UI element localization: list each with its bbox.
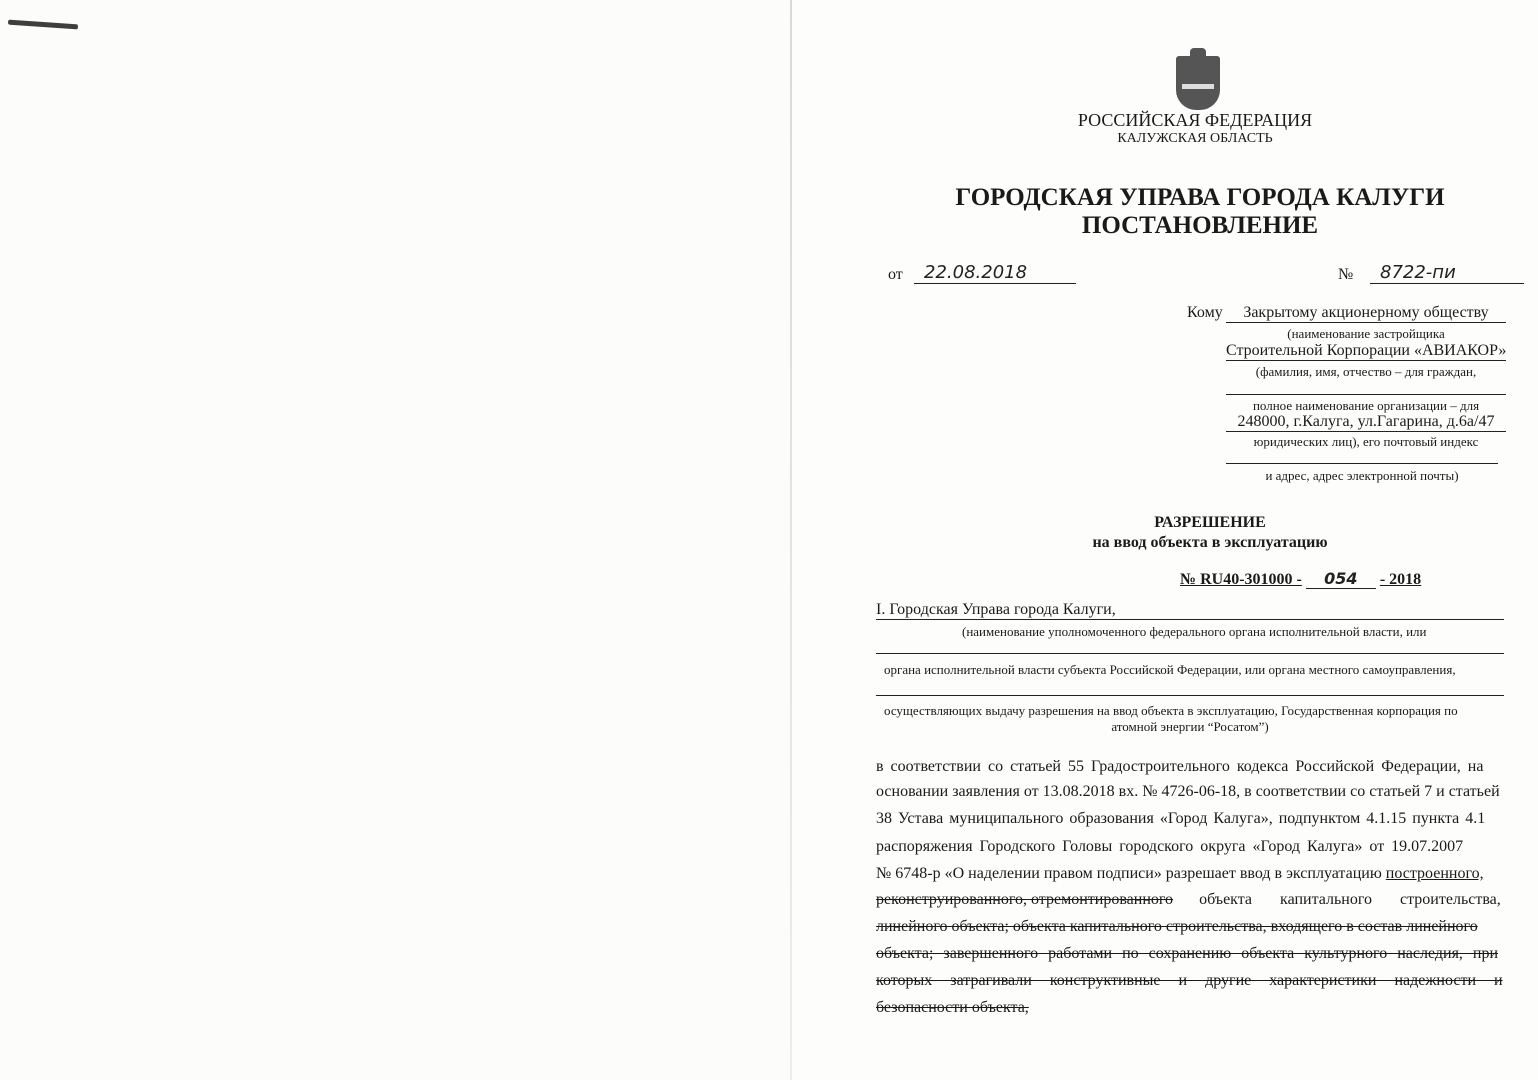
recipient-line-1: Закрытому акционерному обществу bbox=[1226, 304, 1506, 323]
section1-blank-2 bbox=[876, 681, 1504, 696]
recipient-address: 248000, г.Калуга, ул.Гагарина, д.6а/47 bbox=[1226, 413, 1506, 432]
body-line-6a: реконструированного, отремонтированного bbox=[876, 891, 1174, 908]
permit-number-hand: 054 bbox=[1306, 569, 1376, 589]
header-country: РОССИЙСКАЯ ФЕДЕРАЦИЯ bbox=[1077, 110, 1313, 130]
body-line-8: объекта; завершенного работами по сохранению объекта культурного наследия, при bbox=[876, 945, 1499, 962]
decree-date: 22.08.2018 bbox=[914, 262, 1076, 284]
number-label: № bbox=[1338, 266, 1354, 283]
date-label: от bbox=[888, 266, 903, 283]
header-region: КАЛУЖСКАЯ ОБЛАСТЬ bbox=[1117, 131, 1273, 146]
recipient-note-2: (фамилия, имя, отчество – для граждан, bbox=[1255, 364, 1477, 379]
recipient-to-label: Кому bbox=[1187, 304, 1223, 321]
body-line-10: безопасности объекта, bbox=[876, 999, 1029, 1016]
body-line-5 bbox=[876, 865, 1484, 883]
decree-number: 8722-пи bbox=[1370, 262, 1524, 284]
permit-title: РАЗРЕШЕНИЕ bbox=[1154, 514, 1266, 531]
recipient-note-3: полное наименование организации – для bbox=[1252, 398, 1480, 413]
section1-blank-1 bbox=[876, 641, 1504, 654]
section1-note-3b: атомной энергии “Росатом”) bbox=[1111, 719, 1269, 734]
recipient-note-5: и адрес, адрес электронной почты) bbox=[1265, 468, 1459, 483]
permit-number bbox=[1180, 569, 1421, 589]
header-doc-type: ПОСТАНОВЛЕНИЕ bbox=[1081, 212, 1319, 239]
permit-number-prefix: № RU40-301000 - bbox=[1180, 571, 1302, 588]
coat-of-arms-icon bbox=[1176, 56, 1220, 110]
body-line-6b: объекта капитального строительства, bbox=[1199, 891, 1501, 908]
permit-subtitle: на ввод объекта в эксплуатацию bbox=[1092, 534, 1328, 551]
recipient-note-1: (наименование застройщика bbox=[1287, 326, 1445, 341]
recipient-note-4: юридических лиц), его почтовый индекс bbox=[1253, 434, 1479, 449]
body-line-4: распоряжения Городского Головы городского округа «Город Калуга» от 19.07.2007 bbox=[876, 838, 1464, 855]
recipient-line-2: Строительной Корпорации «АВИАКОР» bbox=[1226, 342, 1507, 359]
staple bbox=[8, 20, 78, 30]
body-line-1: в соответствии со статьей 55 Градостроительного кодекса Российской Федерации, на bbox=[876, 758, 1484, 775]
permit-number-suffix: - 2018 bbox=[1379, 571, 1422, 588]
section1-note-1: (наименование уполномоченного федерального органа исполнительной власти, или bbox=[962, 624, 1427, 639]
section1-note-3a: осуществляющих выдачу разрешения на ввод объекта в эксплуатацию, Государственная корпорация по bbox=[884, 703, 1458, 718]
header-authority: ГОРОДСКАЯ УПРАВА ГОРОДА КАЛУГИ bbox=[955, 184, 1445, 211]
body-line-5b: построенного, bbox=[1385, 865, 1484, 882]
body-line-3: 38 Устава муниципального образования «Город Калуга», подпунктом 4.1.15 пункта 4.1 bbox=[876, 810, 1486, 827]
body-line-6 bbox=[876, 891, 1501, 909]
body-line-9: которых затрагивали конструктивные и другие характеристики надежности и bbox=[876, 972, 1503, 989]
section1-note-2: органа исполнительной власти субъекта Российской Федерации, или органа местного самоуправления, bbox=[884, 662, 1456, 677]
body-line-5a: № 6748-р «О наделении правом подписи» разрешает ввод в эксплуатацию bbox=[876, 865, 1382, 882]
recipient-blank-line-2 bbox=[1226, 449, 1498, 464]
body-line-7: линейного объекта; объекта капитального строительства, входящего в состав линейного bbox=[876, 918, 1478, 935]
body-line-2: основании заявления от 13.08.2018 вх. № 4726-06-18, в соответствии со статьей 7 и статьей bbox=[876, 783, 1500, 800]
recipient-blank-line bbox=[1226, 380, 1506, 395]
section1-org: I. Городская Управа города Калуги, bbox=[876, 601, 1504, 620]
